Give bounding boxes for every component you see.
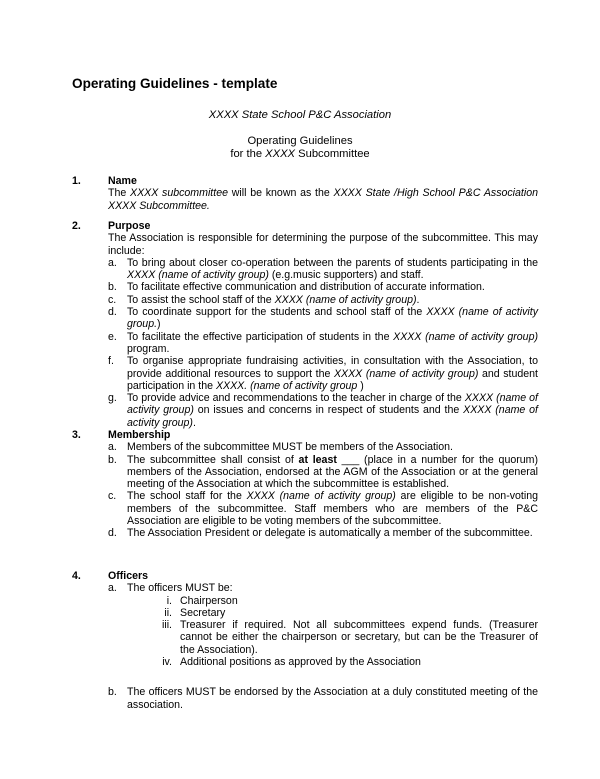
doc-subheading: for the XXXX Subcommittee xyxy=(230,148,370,160)
section-purpose xyxy=(72,220,538,429)
sub-list-item: iv. Additional positions as approved by the Association xyxy=(162,656,421,669)
sub-list-item: i. Chairperson xyxy=(166,594,238,607)
section-membership xyxy=(72,429,538,540)
section-number: 1. xyxy=(72,175,81,187)
sub-list-item: ii. Secretary xyxy=(164,606,226,619)
section-heading: Purpose xyxy=(108,220,151,232)
list-item: b. To facilitate effective communication and distribution of accurate information. xyxy=(108,281,485,294)
list-item: b. The officers MUST be endorsed by the Association at a duly constituted meeting of the association. xyxy=(108,686,538,711)
paragraph: The Association is responsible for determining the purpose of the subcommittee. This may include: xyxy=(108,232,538,257)
doc-heading: Operating Guidelines xyxy=(247,135,353,147)
section-heading: Name xyxy=(108,175,137,187)
sub-list-item: iii. Treasurer if required. Not all subcommittees expend funds. (Treasurer cannot be either the chairperson or secretary, but can be the Treasurer of the Association). xyxy=(161,619,538,656)
association-name: XXXX State School P&C Association xyxy=(208,109,392,121)
section-heading: Officers xyxy=(108,570,149,582)
list-item: g. To provide advice and recommendations to the teacher in charge of the XXXX (name of activity group) on issues and concerns in respect of students and the XXXX (name of activity group). xyxy=(108,392,538,429)
list-item: d. The Association President or delegate is automatically a member of the subcommittee. xyxy=(108,527,533,540)
spacer xyxy=(72,668,538,686)
list-item: a. Members of the subcommittee MUST be members of the Association. xyxy=(108,441,453,454)
section-number: 3. xyxy=(72,429,81,441)
list-item: f. To organise appropriate fundraising activities, in consultation with the Association, to provide additional resources to support the XXXX (name of activity group) and student participation in the XXXX. (name of activity group ) xyxy=(108,355,539,392)
section-heading: Membership xyxy=(108,429,171,441)
paragraph: The XXXX subcommittee will be known as the XXXX State /High School P&C Association XXXX Subcommittee. xyxy=(108,187,538,212)
list-item: c. To assist the school staff of the XXXX (name of activity group). xyxy=(108,293,420,306)
list-item: d. To coordinate support for the students and school staff of the XXXX (name of activity group.) xyxy=(108,306,538,331)
section-number: 2. xyxy=(72,220,81,232)
section-officers xyxy=(72,570,538,711)
list-item: b. The subcommittee shall consist of at least ___ (place in a number for the quorum) members of the Association, endorsed at the AGM of the Association or at the general meeting of the Association at which the subcommittee is established. xyxy=(108,453,538,491)
list-item: c. The school staff for the XXXX (name of activity group) are eligible to be non-voting members of the subcommittee. Staff members who are members of the P&C Association are eligible to be voting members of the subcommittee. xyxy=(108,490,538,528)
section-name xyxy=(72,175,538,212)
list-item: e. To facilitate the effective participation of students in the XXXX (name of activity group) program. xyxy=(108,330,538,355)
list-item: a. To bring about closer co-operation between the parents of students participating in the XXXX (name of activity group) (e.g.music supporters) and staff. xyxy=(108,256,538,282)
list-item: a. The officers MUST be: xyxy=(108,582,233,595)
section-number: 4. xyxy=(72,570,81,582)
page-title: Operating Guidelines - template xyxy=(72,76,278,91)
